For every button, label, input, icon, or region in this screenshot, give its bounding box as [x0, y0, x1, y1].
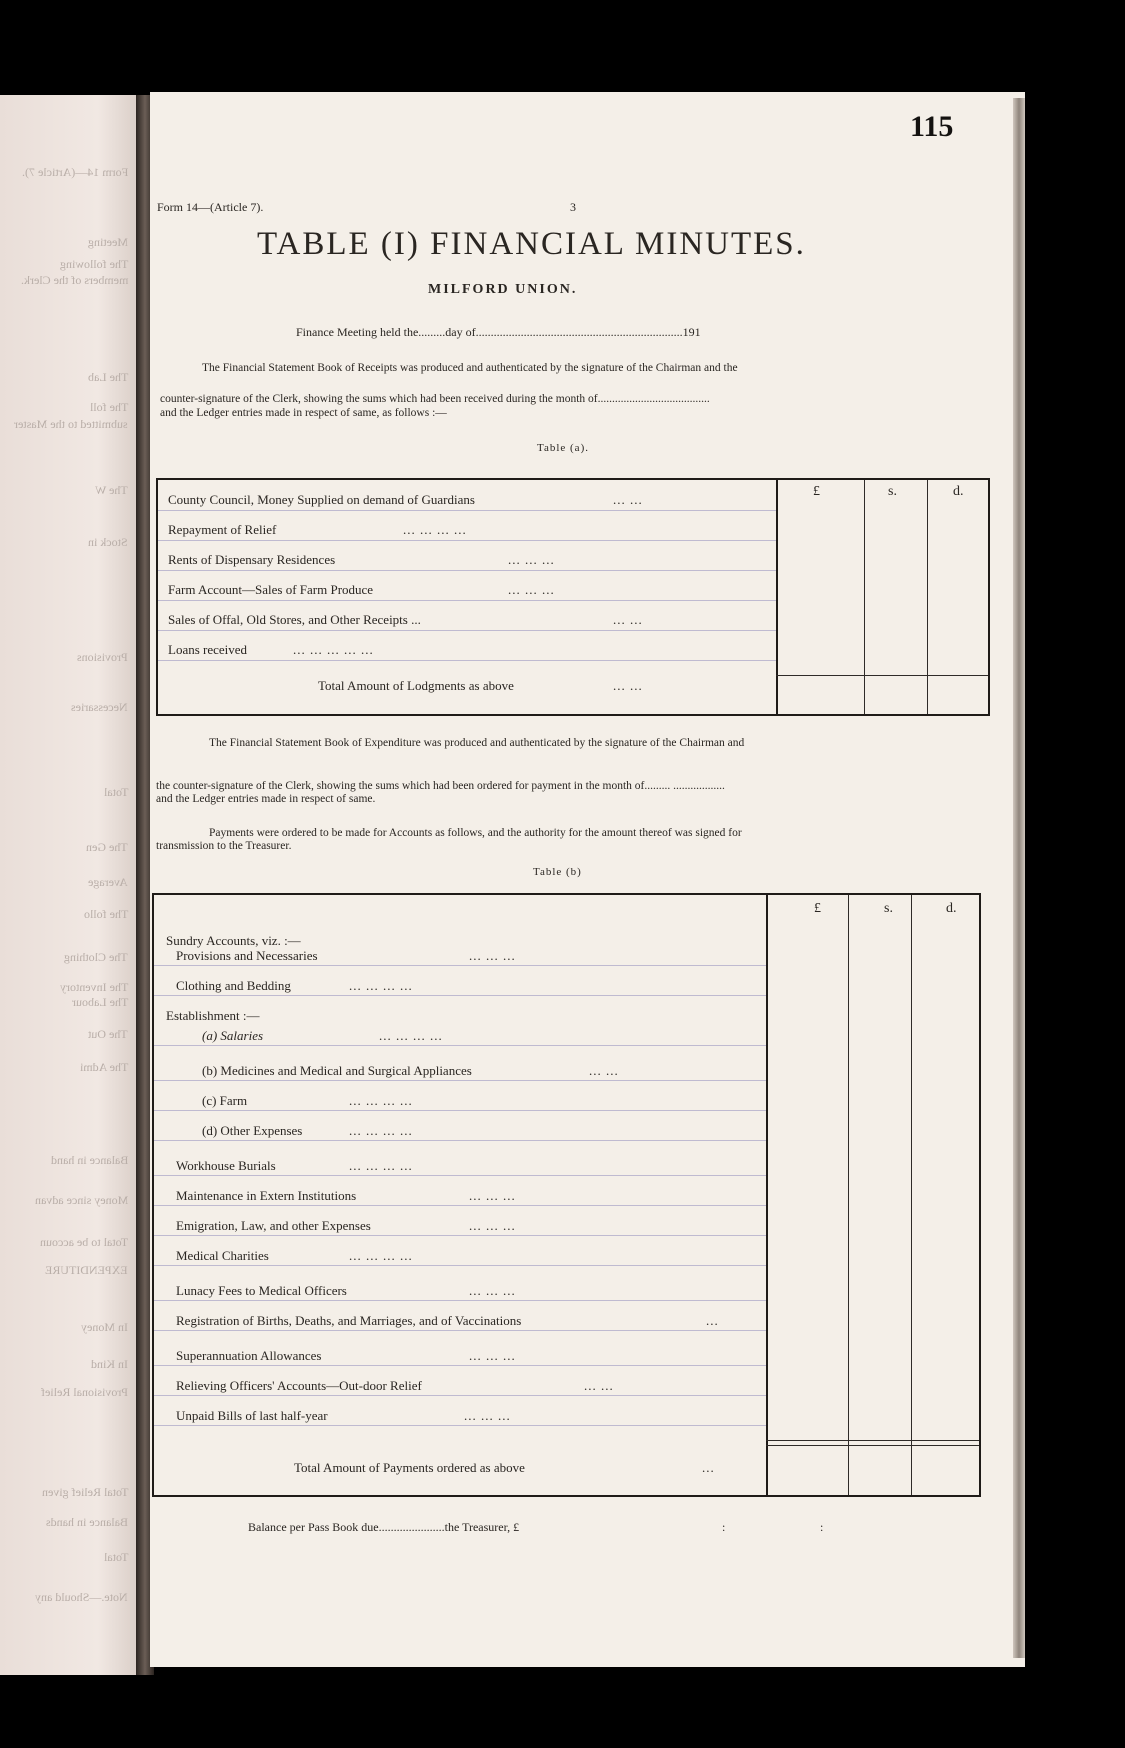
table-row: Maintenance in Extern Institutions	[176, 1188, 357, 1203]
leader-dots: ... ... ...	[508, 582, 555, 597]
ghost-text: In Kind	[91, 1357, 128, 1371]
table-row: (c) Farm	[202, 1093, 248, 1108]
ghost-text: Total	[103, 785, 128, 799]
ghost-text: Total	[103, 1550, 128, 1564]
table-row: (a) Salaries	[202, 1028, 264, 1043]
para1-line2: counter-signature of the Clerk, showing the sums which had been received during the month of.......................................	[160, 393, 710, 405]
ghost-text: members of the Clerk.	[20, 273, 128, 287]
table-row	[168, 642, 247, 658]
leader-dots: ... ... ... ...	[403, 522, 467, 537]
table-row	[168, 582, 373, 598]
leader-dots: ... ... ...	[464, 1408, 511, 1423]
leader-dots: ... ...	[589, 1063, 619, 1078]
leader-dots: ... ...	[613, 492, 643, 507]
row-label: Repayment of Relief	[168, 522, 277, 537]
sheet-mark: 3	[570, 200, 576, 214]
row-label: Rents of Dispensary Residences	[168, 552, 336, 567]
table-row: Unpaid Bills of last half-year	[176, 1408, 328, 1423]
ghost-text: The foll	[89, 400, 128, 414]
ghost-text: The Inventory	[59, 980, 128, 994]
para3-line2: transmission to the Treasurer.	[156, 840, 292, 852]
row-label: Farm Account—Sales of Farm Produce	[168, 582, 374, 597]
para1-line3: and the Ledger entries made in respect of same, as follows :—	[160, 407, 447, 419]
col-pence-header: d.	[946, 901, 957, 916]
col-pound-header: £	[814, 901, 821, 916]
section-heading: Sundry Accounts, viz. :—	[166, 933, 301, 948]
leader-dots: ... ... ... ...	[349, 1093, 413, 1108]
table-row: (d) Other Expenses	[202, 1123, 303, 1138]
ghost-text: The Gen	[86, 840, 128, 854]
balance-separator: :	[722, 1520, 726, 1534]
leader-dots: ... ... ... ...	[379, 1028, 443, 1043]
ghost-text: Stock in	[88, 535, 128, 549]
leader-dots: ... ... ... ...	[349, 1158, 413, 1173]
table-row: (b) Medicines and Medical and Surgical Appliances	[202, 1063, 472, 1078]
page-edge	[1013, 98, 1025, 1658]
col-shillings-header: s.	[884, 901, 893, 916]
table-row: Emigration, Law, and other Expenses	[176, 1218, 371, 1233]
ghost-text: Balance in hands	[46, 1515, 128, 1529]
ghost-text: Provisions	[77, 650, 128, 664]
meeting-line: Finance Meeting held the.........day of.....................................................................191	[296, 325, 701, 339]
row-label: Loans received	[168, 642, 248, 657]
ghost-text: Note.—Should any	[35, 1590, 128, 1604]
total-row-label: Total Amount of Lodgments as above	[318, 678, 514, 693]
page-number: 115	[910, 110, 954, 143]
leader-dots: ... ... ...	[508, 552, 555, 567]
leader-dots: ...	[706, 1313, 719, 1328]
ghost-text: The Labour	[71, 995, 128, 1009]
ghost-text: Provisional Relief	[41, 1385, 128, 1399]
ghost-text: The Clothing	[64, 950, 128, 964]
table-row: Clothing and Bedding	[176, 978, 291, 993]
table-row	[168, 492, 475, 508]
ghost-text: The following	[59, 257, 128, 271]
table-row	[168, 522, 276, 538]
leader-dots: ... ... ...	[469, 1283, 516, 1298]
table-row: Relieving Officers' Accounts—Out-door Relief	[176, 1378, 422, 1393]
ghost-text: EXPENDITURE	[45, 1263, 128, 1277]
ghost-text: Average	[88, 875, 128, 889]
row-label: Sales of Offal, Old Stores, and Other Receipts ...	[168, 612, 421, 627]
table-row: Medical Charities	[176, 1248, 269, 1263]
row-label: County Council, Money Supplied on demand of Guardians	[168, 492, 475, 507]
leader-dots: ... ... ... ...	[349, 978, 413, 993]
leader-dots: ... ... ... ... ...	[293, 642, 374, 657]
total-row-label: Total Amount of Payments ordered as above	[294, 1460, 525, 1475]
table-row: Lunacy Fees to Medical Officers	[176, 1283, 347, 1298]
table-row: Provisions and Necessaries	[176, 948, 318, 963]
ghost-text: The Admi	[79, 1060, 128, 1074]
table-b-label: Table (b)	[533, 866, 582, 878]
table-row	[168, 612, 421, 628]
balance-separator: :	[820, 1520, 824, 1534]
col-pence-header: d.	[953, 484, 964, 499]
leader-dots: ... ... ...	[469, 948, 516, 963]
ghost-text: The follo	[83, 907, 128, 921]
col-pound-header: £	[813, 484, 820, 499]
ghost-text: The Lab	[87, 370, 128, 384]
table-a	[156, 478, 990, 716]
ghost-text: submitted to the Master	[14, 417, 128, 431]
union-name: MILFORD UNION.	[428, 282, 578, 297]
leader-dots: ... ...	[613, 612, 643, 627]
para2-line2: the counter-signature of the Clerk, showing the sums which had been ordered for payment in the month of......... ..................	[156, 780, 725, 792]
table-a-label: Table (a).	[537, 442, 589, 454]
ghost-text: Money since advan	[34, 1193, 128, 1207]
table-row	[168, 552, 335, 568]
ghost-text: Form 14—(Article 7).	[21, 165, 128, 179]
leader-dots: ... ... ... ...	[349, 1248, 413, 1263]
section-heading: Establishment :—	[166, 1008, 260, 1023]
leader-dots: ... ... ...	[469, 1348, 516, 1363]
leader-dots: ... ... ...	[469, 1218, 516, 1233]
ghost-text: The W	[95, 483, 128, 497]
ghost-text: Total Relief given	[41, 1485, 128, 1499]
para1-line1: The Financial Statement Book of Receipts was produced and authenticated by the signature of the Chairman and the	[202, 362, 738, 374]
ghost-text: In Money	[81, 1320, 128, 1334]
para2-line1: The Financial Statement Book of Expenditure was produced and authenticated by the signature of the Chairman and	[209, 737, 745, 749]
leader-dots: ...	[702, 1460, 715, 1475]
leader-dots: ... ... ...	[469, 1188, 516, 1203]
ghost-text: Total to be accoun	[39, 1235, 128, 1249]
page-title: TABLE (I) FINANCIAL MINUTES.	[257, 226, 806, 262]
table-row: Registration of Births, Deaths, and Marriages, and of Vaccinations	[176, 1313, 522, 1328]
para2-line3: and the Ledger entries made in respect of same.	[156, 793, 376, 805]
leader-dots: ... ... ... ...	[349, 1123, 413, 1138]
leader-dots: ... ...	[613, 678, 643, 693]
ghost-text: Necessaries	[71, 700, 128, 714]
ghost-text: Balance in hand	[50, 1153, 128, 1167]
table-b	[152, 893, 981, 1497]
leader-dots: ... ...	[584, 1378, 614, 1393]
para3-line1: Payments were ordered to be made for Accounts as follows, and the authority for the amount thereof was signed for	[209, 827, 742, 839]
ghost-text: The Out	[88, 1027, 128, 1041]
balance-line: Balance per Pass Book due......................the Treasurer, £	[248, 1520, 520, 1534]
facing-page	[0, 95, 140, 1675]
ghost-text: Meeting	[88, 235, 128, 249]
table-row: Superannuation Allowances	[176, 1348, 322, 1363]
form-reference: Form 14—(Article 7).	[157, 200, 264, 214]
col-shillings-header: s.	[888, 484, 897, 499]
table-row: Workhouse Burials	[176, 1158, 276, 1173]
